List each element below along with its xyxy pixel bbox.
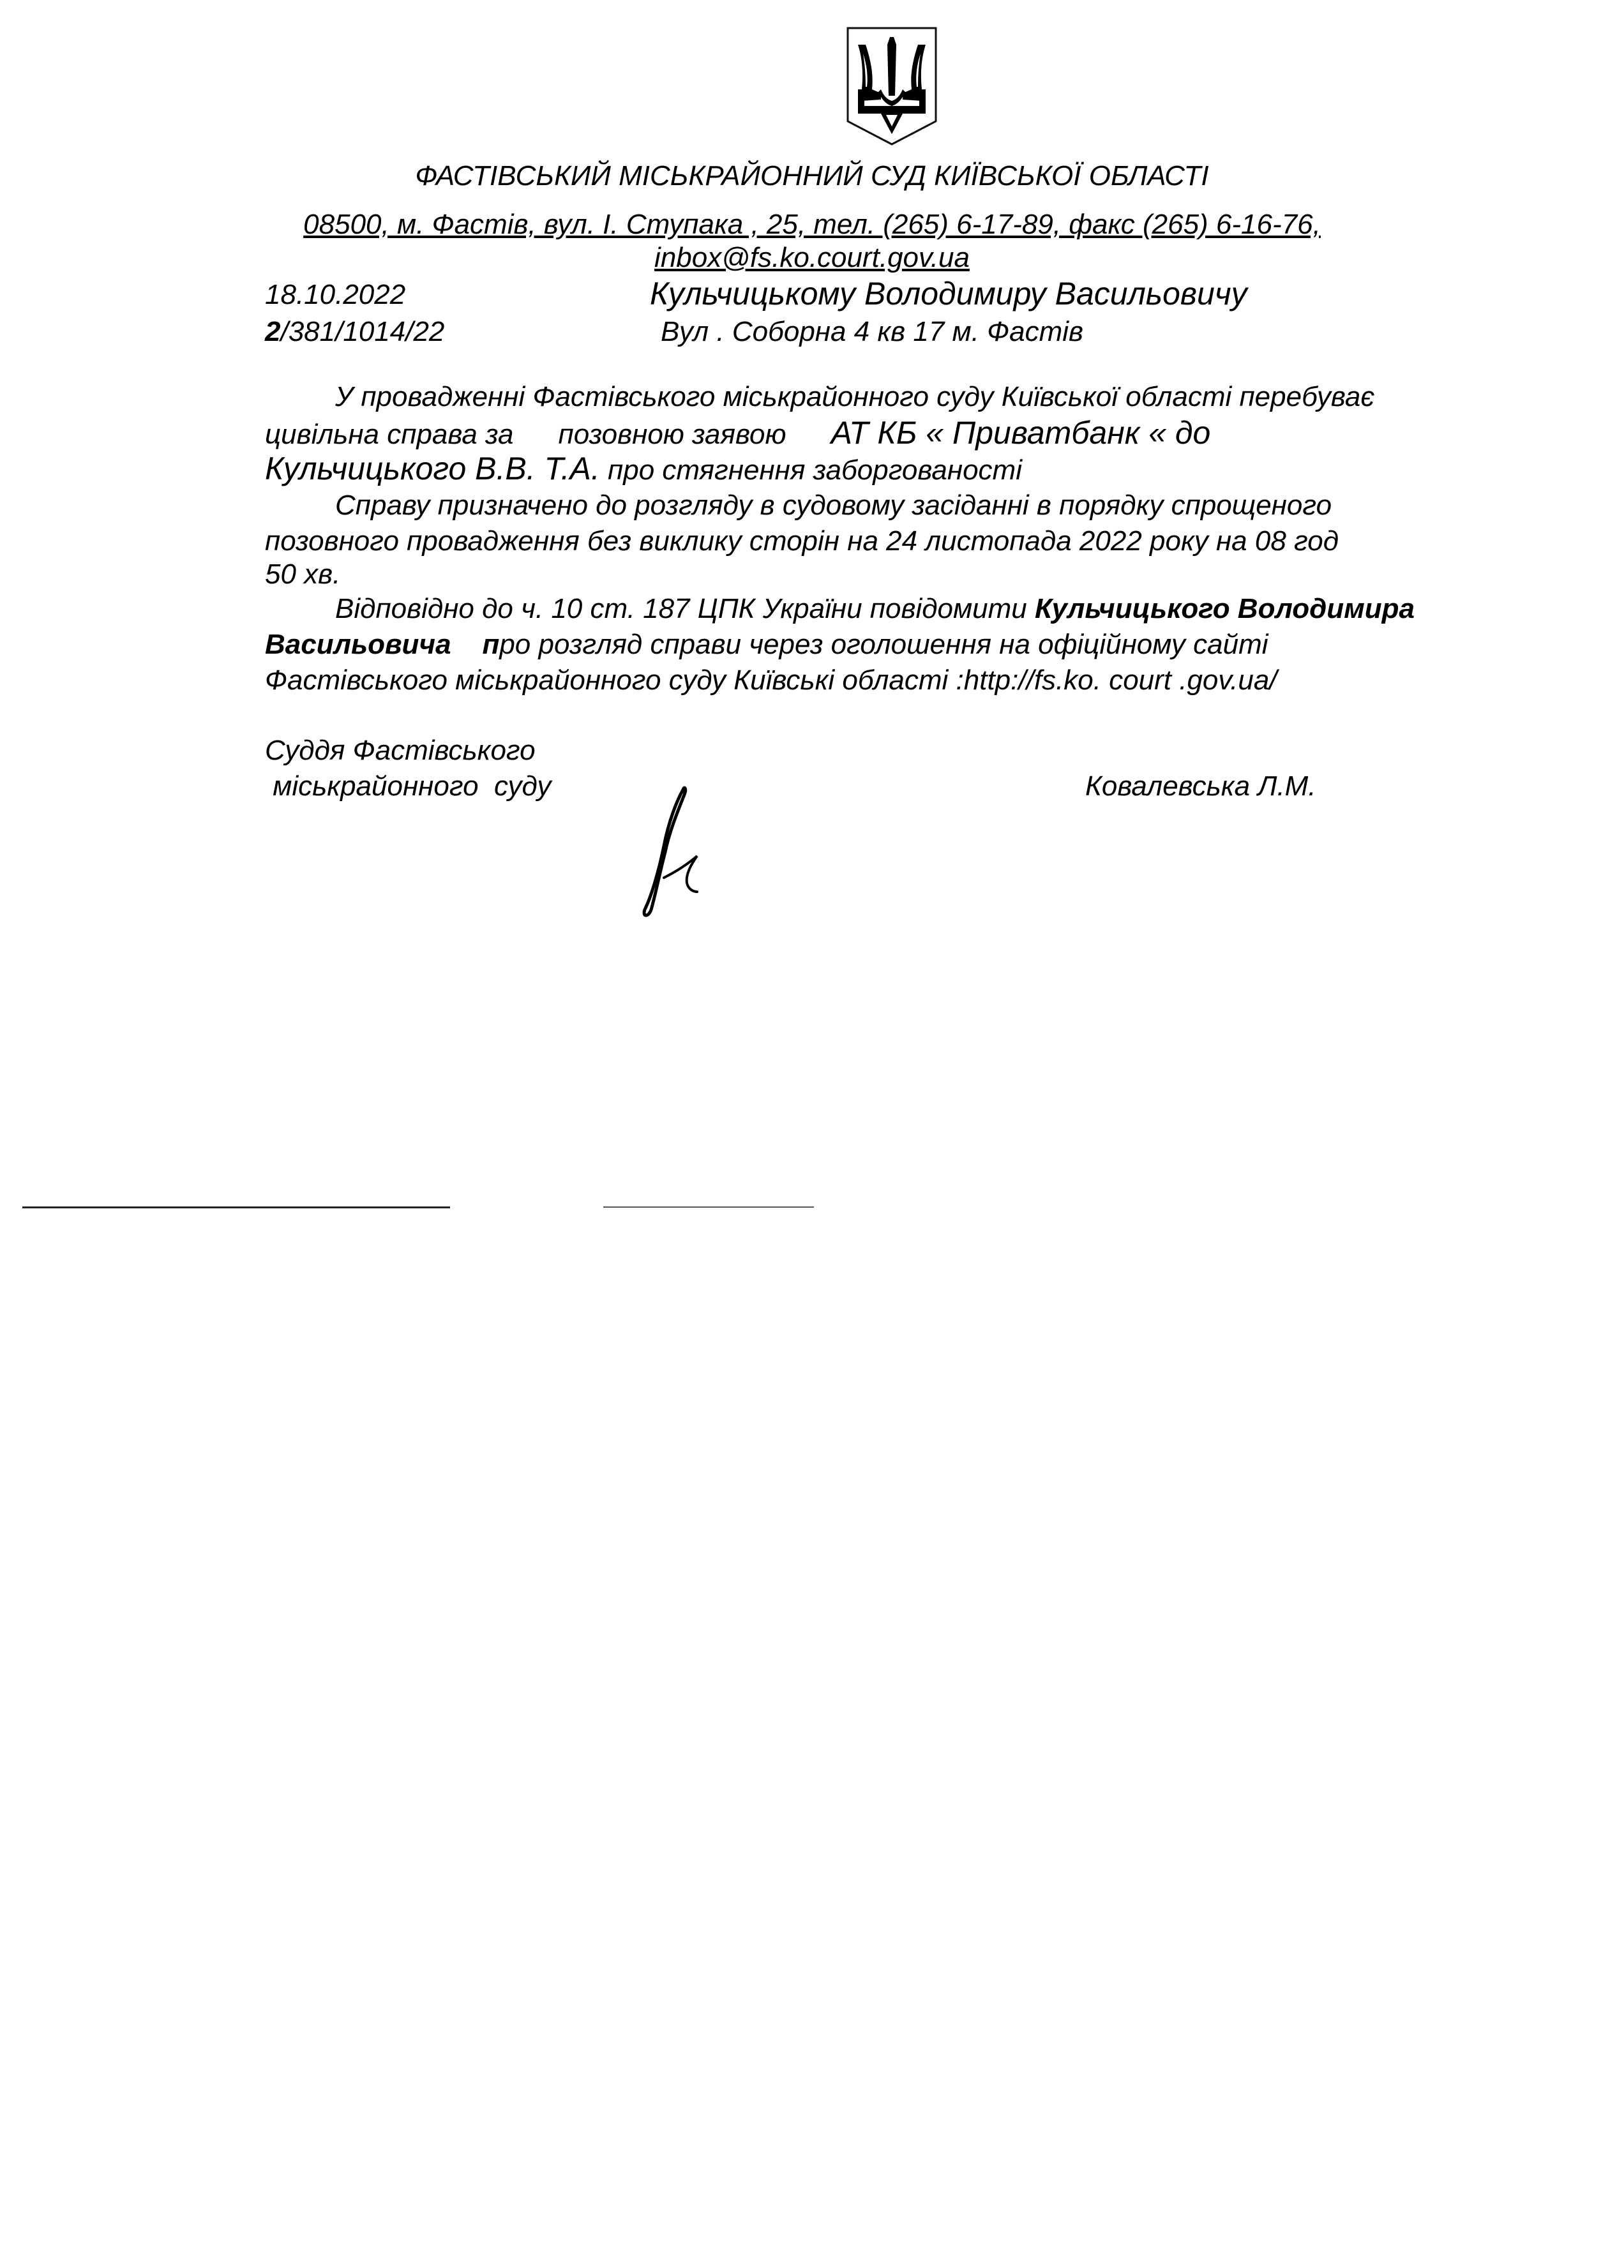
judge-title-line2: міськрайонного суду	[265, 770, 552, 802]
case-number	[265, 315, 444, 349]
judge-name: Ковалевська Л.М.	[1085, 770, 1316, 802]
p1-line2	[265, 416, 1210, 449]
court-email: inbox@fs.ko.court.gov.ua	[654, 242, 970, 273]
court-address: 08500, м. Фастів, вул. І. Ступака , 25, тел. (265) 6-17-89, факс (265) 6-16-76,	[303, 209, 1321, 240]
judge-title-line1: Суддя Фастівського	[265, 735, 536, 766]
p3-line2-bold-letter: п	[451, 629, 500, 660]
scan-artifact-line	[22, 1206, 450, 1208]
p1-line3-b: про стягнення заборгованості	[599, 454, 1022, 486]
case-number-prefix: 2	[265, 316, 281, 347]
p1-line2-c: АТ КБ « Приватбанк « до	[831, 415, 1211, 451]
court-address-line	[0, 208, 1624, 241]
recipient-name: Кульчицькому Володимиру Васильовичу	[650, 276, 1247, 312]
p1-line1: У провадженні Фастівського міськрайонного суду Київської області перебуває	[335, 381, 1375, 412]
court-email-line	[0, 241, 1624, 274]
letter-date: 18.10.2022	[265, 279, 406, 310]
handwritten-signature-icon	[613, 776, 709, 922]
p2-line1: Справу призначено до розгляду в судовому засіданні в порядку спрощеного	[335, 490, 1332, 521]
p3-line2	[265, 628, 1268, 661]
case-number-rest: /381/1014/22	[280, 316, 445, 347]
p3-line2-c: ро розгляд справи через оголошення на офіційному сайті	[499, 629, 1268, 660]
p3-line1-a: Відповідно до ч. 10 ст. 187 ЦПК України повідомити	[335, 593, 1035, 624]
p3-line3: Фастівського міськрайонного суду Київські області :http://fs.ko. court .gov.ua/	[265, 665, 1277, 696]
scan-artifact-line	[603, 1206, 814, 1208]
p1-line3-a: Кульчицького В.В. Т.А.	[265, 451, 600, 486]
p1-line3	[265, 452, 1022, 485]
p3-line1	[335, 592, 1415, 626]
p1-line2-b: позовною заявою	[558, 419, 786, 450]
p2-line2: позовного провадження без виклику сторін на 24 листопада 2022 року на 08 год	[265, 525, 1339, 557]
trident-emblem-icon	[844, 26, 940, 147]
p2-line3: 50 хв.	[265, 559, 341, 590]
p3-line2-bold-name: Васильовича	[265, 629, 451, 660]
court-name-heading: ФАСТІВСЬКИЙ МІСЬКРАЙОННИЙ СУД КИЇВСЬКОЇ ОБЛАСТІ	[415, 160, 1209, 192]
p1-line2-a: цивільна справа за	[265, 419, 514, 450]
p3-line1-bold-name: Кульчицького Володимира	[1035, 593, 1415, 624]
recipient-address: Вул . Соборна 4 кв 17 м. Фастів	[661, 316, 1083, 347]
